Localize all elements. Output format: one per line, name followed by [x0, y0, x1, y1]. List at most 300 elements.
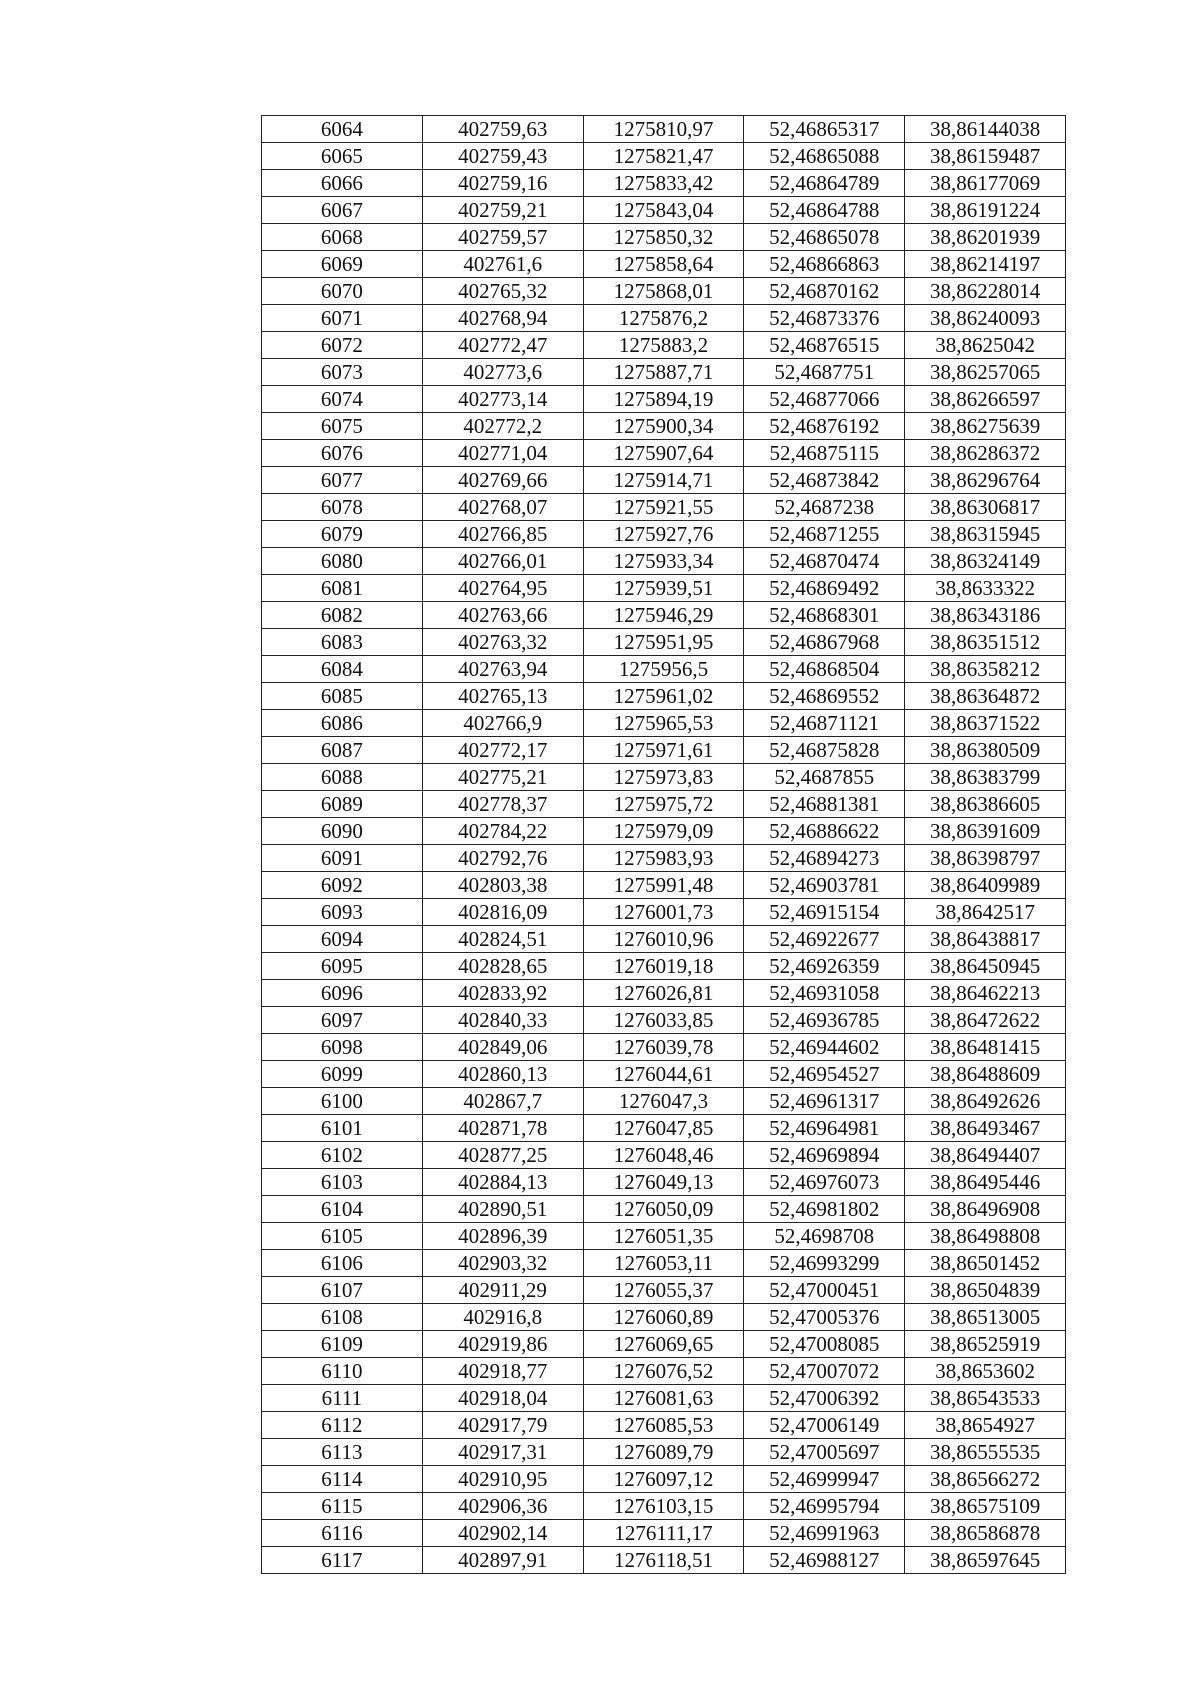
- table-row: [262, 926, 1066, 953]
- longitude-cell: 38,86383799: [905, 764, 1066, 791]
- latitude-cell: 52,46999947: [744, 1466, 905, 1493]
- table-row: [262, 494, 1066, 521]
- point-number-cell: 6082: [262, 602, 423, 629]
- longitude-cell: 38,86498808: [905, 1223, 1066, 1250]
- y-coordinate-cell: 1275933,34: [583, 548, 744, 575]
- x-coordinate-cell: 402759,16: [422, 170, 583, 197]
- x-coordinate-cell: 402877,25: [422, 1142, 583, 1169]
- longitude-cell: 38,86494407: [905, 1142, 1066, 1169]
- point-number-cell: 6092: [262, 872, 423, 899]
- latitude-cell: 52,47007072: [744, 1358, 905, 1385]
- latitude-cell: 52,46868504: [744, 656, 905, 683]
- table-row: [262, 1520, 1066, 1547]
- longitude-cell: 38,86266597: [905, 386, 1066, 413]
- y-coordinate-cell: 1275971,61: [583, 737, 744, 764]
- longitude-cell: 38,86575109: [905, 1493, 1066, 1520]
- latitude-cell: 52,46865317: [744, 116, 905, 143]
- point-number-cell: 6084: [262, 656, 423, 683]
- y-coordinate-cell: 1275907,64: [583, 440, 744, 467]
- x-coordinate-cell: 402768,07: [422, 494, 583, 521]
- point-number-cell: 6073: [262, 359, 423, 386]
- table-row: [262, 1115, 1066, 1142]
- longitude-cell: 38,86177069: [905, 170, 1066, 197]
- point-number-cell: 6079: [262, 521, 423, 548]
- longitude-cell: 38,86495446: [905, 1169, 1066, 1196]
- x-coordinate-cell: 402890,51: [422, 1196, 583, 1223]
- latitude-cell: 52,46881381: [744, 791, 905, 818]
- y-coordinate-cell: 1275887,71: [583, 359, 744, 386]
- point-number-cell: 6105: [262, 1223, 423, 1250]
- table-row: [262, 1169, 1066, 1196]
- x-coordinate-cell: 402828,65: [422, 953, 583, 980]
- point-number-cell: 6117: [262, 1547, 423, 1574]
- y-coordinate-cell: 1276051,35: [583, 1223, 744, 1250]
- table-row: [262, 1547, 1066, 1574]
- latitude-cell: 52,46871121: [744, 710, 905, 737]
- longitude-cell: 38,86358212: [905, 656, 1066, 683]
- latitude-cell: 52,46936785: [744, 1007, 905, 1034]
- point-number-cell: 6069: [262, 251, 423, 278]
- y-coordinate-cell: 1276001,73: [583, 899, 744, 926]
- point-number-cell: 6065: [262, 143, 423, 170]
- point-number-cell: 6095: [262, 953, 423, 980]
- y-coordinate-cell: 1276048,46: [583, 1142, 744, 1169]
- point-number-cell: 6081: [262, 575, 423, 602]
- latitude-cell: 52,47008085: [744, 1331, 905, 1358]
- latitude-cell: 52,46976073: [744, 1169, 905, 1196]
- y-coordinate-cell: 1276039,78: [583, 1034, 744, 1061]
- x-coordinate-cell: 402773,14: [422, 386, 583, 413]
- latitude-cell: 52,46871255: [744, 521, 905, 548]
- latitude-cell: 52,46926359: [744, 953, 905, 980]
- x-coordinate-cell: 402771,04: [422, 440, 583, 467]
- latitude-cell: 52,4698708: [744, 1223, 905, 1250]
- latitude-cell: 52,46991963: [744, 1520, 905, 1547]
- latitude-cell: 52,4687238: [744, 494, 905, 521]
- latitude-cell: 52,47005697: [744, 1439, 905, 1466]
- point-number-cell: 6097: [262, 1007, 423, 1034]
- x-coordinate-cell: 402763,32: [422, 629, 583, 656]
- point-number-cell: 6068: [262, 224, 423, 251]
- point-number-cell: 6090: [262, 818, 423, 845]
- x-coordinate-cell: 402917,31: [422, 1439, 583, 1466]
- y-coordinate-cell: 1276076,52: [583, 1358, 744, 1385]
- y-coordinate-cell: 1276044,61: [583, 1061, 744, 1088]
- x-coordinate-cell: 402916,8: [422, 1304, 583, 1331]
- table-row: [262, 1439, 1066, 1466]
- table-row: [262, 980, 1066, 1007]
- longitude-cell: 38,86398797: [905, 845, 1066, 872]
- x-coordinate-cell: 402896,39: [422, 1223, 583, 1250]
- point-number-cell: 6089: [262, 791, 423, 818]
- y-coordinate-cell: 1275946,29: [583, 602, 744, 629]
- point-number-cell: 6072: [262, 332, 423, 359]
- longitude-cell: 38,86543533: [905, 1385, 1066, 1412]
- table-row: [262, 143, 1066, 170]
- y-coordinate-cell: 1275821,47: [583, 143, 744, 170]
- longitude-cell: 38,86159487: [905, 143, 1066, 170]
- point-number-cell: 6107: [262, 1277, 423, 1304]
- longitude-cell: 38,86450945: [905, 953, 1066, 980]
- latitude-cell: 52,46873842: [744, 467, 905, 494]
- x-coordinate-cell: 402902,14: [422, 1520, 583, 1547]
- y-coordinate-cell: 1276033,85: [583, 1007, 744, 1034]
- point-number-cell: 6075: [262, 413, 423, 440]
- x-coordinate-cell: 402766,85: [422, 521, 583, 548]
- table-row: [262, 224, 1066, 251]
- y-coordinate-cell: 1276118,51: [583, 1547, 744, 1574]
- x-coordinate-cell: 402765,32: [422, 278, 583, 305]
- x-coordinate-cell: 402860,13: [422, 1061, 583, 1088]
- x-coordinate-cell: 402765,13: [422, 683, 583, 710]
- longitude-cell: 38,86214197: [905, 251, 1066, 278]
- table-row: [262, 737, 1066, 764]
- longitude-cell: 38,86409989: [905, 872, 1066, 899]
- x-coordinate-cell: 402759,43: [422, 143, 583, 170]
- latitude-cell: 52,46866863: [744, 251, 905, 278]
- table-row: [262, 1007, 1066, 1034]
- y-coordinate-cell: 1276047,85: [583, 1115, 744, 1142]
- longitude-cell: 38,86306817: [905, 494, 1066, 521]
- longitude-cell: 38,8642517: [905, 899, 1066, 926]
- point-number-cell: 6091: [262, 845, 423, 872]
- table-row: [262, 953, 1066, 980]
- longitude-cell: 38,86504839: [905, 1277, 1066, 1304]
- longitude-cell: 38,86493467: [905, 1115, 1066, 1142]
- x-coordinate-cell: 402910,95: [422, 1466, 583, 1493]
- latitude-cell: 52,46876515: [744, 332, 905, 359]
- x-coordinate-cell: 402840,33: [422, 1007, 583, 1034]
- x-coordinate-cell: 402759,63: [422, 116, 583, 143]
- latitude-cell: 52,46877066: [744, 386, 905, 413]
- x-coordinate-cell: 402763,94: [422, 656, 583, 683]
- latitude-cell: 52,46903781: [744, 872, 905, 899]
- y-coordinate-cell: 1275965,53: [583, 710, 744, 737]
- longitude-cell: 38,86492626: [905, 1088, 1066, 1115]
- longitude-cell: 38,86391609: [905, 818, 1066, 845]
- x-coordinate-cell: 402772,2: [422, 413, 583, 440]
- longitude-cell: 38,86488609: [905, 1061, 1066, 1088]
- x-coordinate-cell: 402911,29: [422, 1277, 583, 1304]
- y-coordinate-cell: 1275858,64: [583, 251, 744, 278]
- x-coordinate-cell: 402906,36: [422, 1493, 583, 1520]
- latitude-cell: 52,46964981: [744, 1115, 905, 1142]
- point-number-cell: 6074: [262, 386, 423, 413]
- y-coordinate-cell: 1276060,89: [583, 1304, 744, 1331]
- longitude-cell: 38,86351512: [905, 629, 1066, 656]
- point-number-cell: 6116: [262, 1520, 423, 1547]
- point-number-cell: 6077: [262, 467, 423, 494]
- latitude-cell: 52,46876192: [744, 413, 905, 440]
- point-number-cell: 6114: [262, 1466, 423, 1493]
- longitude-cell: 38,86257065: [905, 359, 1066, 386]
- table-row: [262, 1358, 1066, 1385]
- latitude-cell: 52,46867968: [744, 629, 905, 656]
- y-coordinate-cell: 1275883,2: [583, 332, 744, 359]
- y-coordinate-cell: 1276019,18: [583, 953, 744, 980]
- table-row: [262, 116, 1066, 143]
- latitude-cell: 52,47006392: [744, 1385, 905, 1412]
- y-coordinate-cell: 1276010,96: [583, 926, 744, 953]
- point-number-cell: 6088: [262, 764, 423, 791]
- longitude-cell: 38,86513005: [905, 1304, 1066, 1331]
- latitude-cell: 52,47005376: [744, 1304, 905, 1331]
- longitude-cell: 38,86201939: [905, 224, 1066, 251]
- y-coordinate-cell: 1275810,97: [583, 116, 744, 143]
- latitude-cell: 52,46954527: [744, 1061, 905, 1088]
- table-row: [262, 386, 1066, 413]
- x-coordinate-cell: 402775,21: [422, 764, 583, 791]
- y-coordinate-cell: 1275973,83: [583, 764, 744, 791]
- table-row: [262, 1385, 1066, 1412]
- y-coordinate-cell: 1275868,01: [583, 278, 744, 305]
- coordinates-table-body: [262, 116, 1066, 1574]
- y-coordinate-cell: 1276085,53: [583, 1412, 744, 1439]
- y-coordinate-cell: 1276103,15: [583, 1493, 744, 1520]
- table-row: [262, 818, 1066, 845]
- longitude-cell: 38,86496908: [905, 1196, 1066, 1223]
- x-coordinate-cell: 402918,04: [422, 1385, 583, 1412]
- point-number-cell: 6094: [262, 926, 423, 953]
- table-row: [262, 197, 1066, 224]
- y-coordinate-cell: 1276026,81: [583, 980, 744, 1007]
- point-number-cell: 6067: [262, 197, 423, 224]
- table-row: [262, 359, 1066, 386]
- longitude-cell: 38,86364872: [905, 683, 1066, 710]
- y-coordinate-cell: 1275914,71: [583, 467, 744, 494]
- x-coordinate-cell: 402761,6: [422, 251, 583, 278]
- point-number-cell: 6100: [262, 1088, 423, 1115]
- longitude-cell: 38,86144038: [905, 116, 1066, 143]
- latitude-cell: 52,46995794: [744, 1493, 905, 1520]
- point-number-cell: 6112: [262, 1412, 423, 1439]
- x-coordinate-cell: 402759,57: [422, 224, 583, 251]
- point-number-cell: 6087: [262, 737, 423, 764]
- x-coordinate-cell: 402766,01: [422, 548, 583, 575]
- point-number-cell: 6076: [262, 440, 423, 467]
- longitude-cell: 38,86296764: [905, 467, 1066, 494]
- point-number-cell: 6111: [262, 1385, 423, 1412]
- y-coordinate-cell: 1275991,48: [583, 872, 744, 899]
- point-number-cell: 6099: [262, 1061, 423, 1088]
- latitude-cell: 52,46870474: [744, 548, 905, 575]
- longitude-cell: 38,86566272: [905, 1466, 1066, 1493]
- table-row: [262, 1034, 1066, 1061]
- table-row: [262, 1250, 1066, 1277]
- latitude-cell: 52,46869492: [744, 575, 905, 602]
- x-coordinate-cell: 402773,6: [422, 359, 583, 386]
- longitude-cell: 38,86525919: [905, 1331, 1066, 1358]
- point-number-cell: 6085: [262, 683, 423, 710]
- y-coordinate-cell: 1275975,72: [583, 791, 744, 818]
- latitude-cell: 52,47006149: [744, 1412, 905, 1439]
- y-coordinate-cell: 1275833,42: [583, 170, 744, 197]
- y-coordinate-cell: 1275843,04: [583, 197, 744, 224]
- table-row: [262, 413, 1066, 440]
- table-row: [262, 1088, 1066, 1115]
- table-row: [262, 1331, 1066, 1358]
- x-coordinate-cell: 402784,22: [422, 818, 583, 845]
- point-number-cell: 6093: [262, 899, 423, 926]
- coordinates-table: [261, 115, 1066, 1574]
- x-coordinate-cell: 402766,9: [422, 710, 583, 737]
- y-coordinate-cell: 1276081,63: [583, 1385, 744, 1412]
- x-coordinate-cell: 402768,94: [422, 305, 583, 332]
- y-coordinate-cell: 1275900,34: [583, 413, 744, 440]
- x-coordinate-cell: 402769,66: [422, 467, 583, 494]
- table-row: [262, 170, 1066, 197]
- x-coordinate-cell: 402763,66: [422, 602, 583, 629]
- longitude-cell: 38,86586878: [905, 1520, 1066, 1547]
- table-row: [262, 1061, 1066, 1088]
- x-coordinate-cell: 402897,91: [422, 1547, 583, 1574]
- point-number-cell: 6110: [262, 1358, 423, 1385]
- longitude-cell: 38,8625042: [905, 332, 1066, 359]
- x-coordinate-cell: 402903,32: [422, 1250, 583, 1277]
- point-number-cell: 6108: [262, 1304, 423, 1331]
- table-row: [262, 683, 1066, 710]
- table-row: [262, 1493, 1066, 1520]
- table-row: [262, 629, 1066, 656]
- point-number-cell: 6104: [262, 1196, 423, 1223]
- point-number-cell: 6109: [262, 1331, 423, 1358]
- point-number-cell: 6106: [262, 1250, 423, 1277]
- latitude-cell: 52,4687751: [744, 359, 905, 386]
- table-row: [262, 332, 1066, 359]
- y-coordinate-cell: 1276047,3: [583, 1088, 744, 1115]
- x-coordinate-cell: 402816,09: [422, 899, 583, 926]
- table-row: [262, 548, 1066, 575]
- latitude-cell: 52,46961317: [744, 1088, 905, 1115]
- x-coordinate-cell: 402772,17: [422, 737, 583, 764]
- latitude-cell: 52,46865088: [744, 143, 905, 170]
- y-coordinate-cell: 1275894,19: [583, 386, 744, 413]
- point-number-cell: 6083: [262, 629, 423, 656]
- y-coordinate-cell: 1275961,02: [583, 683, 744, 710]
- point-number-cell: 6098: [262, 1034, 423, 1061]
- point-number-cell: 6064: [262, 116, 423, 143]
- latitude-cell: 52,46993299: [744, 1250, 905, 1277]
- latitude-cell: 52,46894273: [744, 845, 905, 872]
- x-coordinate-cell: 402867,7: [422, 1088, 583, 1115]
- x-coordinate-cell: 402778,37: [422, 791, 583, 818]
- latitude-cell: 52,46875828: [744, 737, 905, 764]
- longitude-cell: 38,86191224: [905, 197, 1066, 224]
- longitude-cell: 38,86324149: [905, 548, 1066, 575]
- x-coordinate-cell: 402792,76: [422, 845, 583, 872]
- y-coordinate-cell: 1275956,5: [583, 656, 744, 683]
- point-number-cell: 6113: [262, 1439, 423, 1466]
- table-row: [262, 521, 1066, 548]
- longitude-cell: 38,8654927: [905, 1412, 1066, 1439]
- point-number-cell: 6070: [262, 278, 423, 305]
- table-row: [262, 278, 1066, 305]
- longitude-cell: 38,86371522: [905, 710, 1066, 737]
- y-coordinate-cell: 1275979,09: [583, 818, 744, 845]
- longitude-cell: 38,86555535: [905, 1439, 1066, 1466]
- longitude-cell: 38,86386605: [905, 791, 1066, 818]
- table-row: [262, 602, 1066, 629]
- latitude-cell: 52,46931058: [744, 980, 905, 1007]
- point-number-cell: 6096: [262, 980, 423, 1007]
- longitude-cell: 38,86481415: [905, 1034, 1066, 1061]
- table-row: [262, 899, 1066, 926]
- table-row: [262, 1466, 1066, 1493]
- point-number-cell: 6066: [262, 170, 423, 197]
- y-coordinate-cell: 1275850,32: [583, 224, 744, 251]
- longitude-cell: 38,86501452: [905, 1250, 1066, 1277]
- point-number-cell: 6080: [262, 548, 423, 575]
- table-row: [262, 305, 1066, 332]
- y-coordinate-cell: 1275951,95: [583, 629, 744, 656]
- longitude-cell: 38,86597645: [905, 1547, 1066, 1574]
- x-coordinate-cell: 402917,79: [422, 1412, 583, 1439]
- table-row: [262, 872, 1066, 899]
- y-coordinate-cell: 1275921,55: [583, 494, 744, 521]
- longitude-cell: 38,86240093: [905, 305, 1066, 332]
- latitude-cell: 52,46873376: [744, 305, 905, 332]
- table-row: [262, 1142, 1066, 1169]
- x-coordinate-cell: 402833,92: [422, 980, 583, 1007]
- longitude-cell: 38,8633322: [905, 575, 1066, 602]
- latitude-cell: 52,46969894: [744, 1142, 905, 1169]
- latitude-cell: 52,46944602: [744, 1034, 905, 1061]
- table-row: [262, 710, 1066, 737]
- x-coordinate-cell: 402919,86: [422, 1331, 583, 1358]
- y-coordinate-cell: 1276050,09: [583, 1196, 744, 1223]
- longitude-cell: 38,86275639: [905, 413, 1066, 440]
- x-coordinate-cell: 402824,51: [422, 926, 583, 953]
- longitude-cell: 38,86315945: [905, 521, 1066, 548]
- point-number-cell: 6101: [262, 1115, 423, 1142]
- table-row: [262, 251, 1066, 278]
- table-row: [262, 1223, 1066, 1250]
- latitude-cell: 52,46875115: [744, 440, 905, 467]
- longitude-cell: 38,86438817: [905, 926, 1066, 953]
- x-coordinate-cell: 402871,78: [422, 1115, 583, 1142]
- table-row: [262, 1277, 1066, 1304]
- latitude-cell: 52,46886622: [744, 818, 905, 845]
- longitude-cell: 38,8653602: [905, 1358, 1066, 1385]
- table-row: [262, 1304, 1066, 1331]
- table-row: [262, 845, 1066, 872]
- latitude-cell: 52,46868301: [744, 602, 905, 629]
- table-row: [262, 656, 1066, 683]
- point-number-cell: 6115: [262, 1493, 423, 1520]
- longitude-cell: 38,86228014: [905, 278, 1066, 305]
- point-number-cell: 6086: [262, 710, 423, 737]
- longitude-cell: 38,86380509: [905, 737, 1066, 764]
- latitude-cell: 52,46915154: [744, 899, 905, 926]
- latitude-cell: 52,46981802: [744, 1196, 905, 1223]
- latitude-cell: 52,46870162: [744, 278, 905, 305]
- latitude-cell: 52,46865078: [744, 224, 905, 251]
- x-coordinate-cell: 402759,21: [422, 197, 583, 224]
- longitude-cell: 38,86462213: [905, 980, 1066, 1007]
- longitude-cell: 38,86472622: [905, 1007, 1066, 1034]
- latitude-cell: 52,47000451: [744, 1277, 905, 1304]
- y-coordinate-cell: 1275939,51: [583, 575, 744, 602]
- x-coordinate-cell: 402764,95: [422, 575, 583, 602]
- point-number-cell: 6102: [262, 1142, 423, 1169]
- y-coordinate-cell: 1276053,11: [583, 1250, 744, 1277]
- table-row: [262, 1412, 1066, 1439]
- y-coordinate-cell: 1276049,13: [583, 1169, 744, 1196]
- y-coordinate-cell: 1276069,65: [583, 1331, 744, 1358]
- latitude-cell: 52,46864789: [744, 170, 905, 197]
- table-row: [262, 440, 1066, 467]
- latitude-cell: 52,46988127: [744, 1547, 905, 1574]
